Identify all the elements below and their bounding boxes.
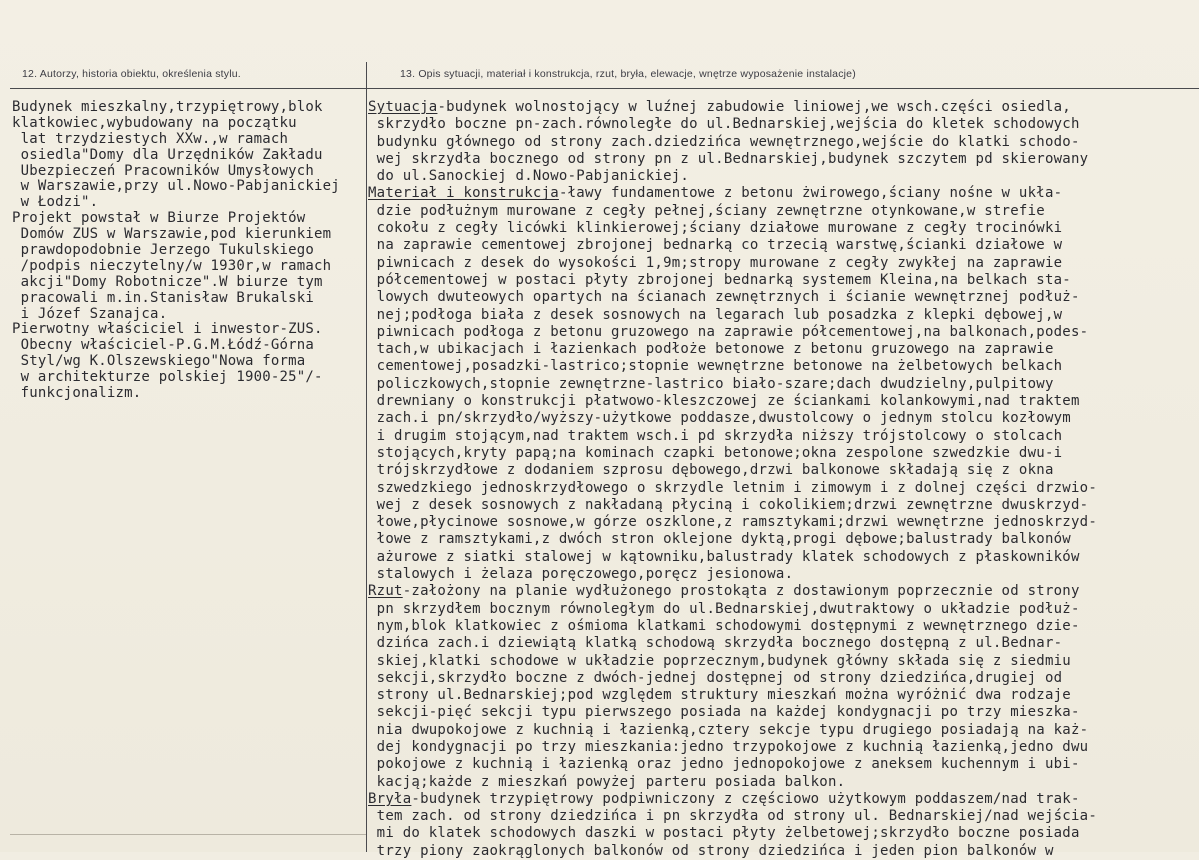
text-line: nia dwupokojowe z kuchnią i łazienką,cztery sekcje typu drugiego posiadają na każ- <box>368 721 1089 738</box>
text-line: na zaprawie cementowej zbrojonej bednarką co trzecią warstwę,ścianki działowe w <box>368 237 1063 254</box>
text-line: sekcji,skrzydło boczne z dwóch-jednej dostępnej od strony dziedzińca,drugiej od <box>368 669 1063 686</box>
text-line: funkcjonalizm. <box>12 385 142 402</box>
paper-edge-line <box>10 834 366 835</box>
text-line: dzie podłużnym murowane z cegły pełnej,ściany zewnętrzne otynkowane,w strefie <box>368 202 1045 219</box>
section-bryła <box>368 791 1196 860</box>
text-line: policzkowych,stopnie zewnętrzne-lastrico biało-szare;dach dwudzielny,pulpitowy <box>368 375 1054 392</box>
section-heading: Rzut <box>368 583 403 600</box>
text-line: pracowali m.in.Stanisław Brukalski <box>12 289 315 306</box>
section-heading: Materiał i konstrukcja <box>368 185 559 202</box>
text-line: trójskrzydłowe z dodaniem szprosu dębowego,drzwi balkonowe składają się z okna <box>368 462 1054 479</box>
text-line: cokołu z cegły licówki klinkierowej;ściany działowe murowane z cegły trocinówki <box>368 220 1063 237</box>
text-line: Pierwotny właściciel i inwestor-ZUS. <box>12 321 323 338</box>
section-first-line <box>368 791 1196 808</box>
text-line: Obecny właściciel-P.G.M.Łódź-Górna <box>12 337 315 354</box>
text-line: drewniany o konstrukcji płatwowo-kleszczowej ze ściankami kolankowymi,nad traktem <box>368 393 1080 410</box>
text-line: akcji"Domy Robotnicze".W biurze tym <box>12 273 323 290</box>
text-line: w Warszawie,przy ul.Nowo-Pabjanickiej <box>12 178 340 195</box>
section-first-line <box>368 99 1196 116</box>
text-line: nym,blok klatkowiec z ośmioma klatkami schodowymi dostępnymi z wewnętrznego dzie- <box>368 617 1080 634</box>
text-line: dej kondygnacji po trzy mieszkania:jedno trzypokojowe z kuchnią łazienką,jedno dwu <box>368 738 1089 755</box>
text-line: trzy piony zaokrąglonych balkonów od strony dziedzińca i jeden pion balkonów w <box>368 842 1054 859</box>
text-line: skrzydło boczne pn-zach.równoległe do ul.Bednarskiej,wejścia do kletek schodowych <box>368 116 1080 133</box>
text-line: pn skrzydłem bocznym równoległym do ul.Bednarskiej,dwutraktowy o układzie podłuż- <box>368 600 1080 617</box>
text-line: do ul.Sanockiej d.Nowo-Pabjanickiej. <box>368 168 690 185</box>
section-first-line-text: -budynek trzypiętrowy podpiwniczony z częściowo użytkowym poddaszem/nad trak- <box>411 790 1080 807</box>
text-line: budynku głównego od strony zach.dziedzińca wewnętrznego,wejście do klatki schodo- <box>368 133 1080 150</box>
text-line: łowe z ramsztykami,z dwóch stron oklejone dyktą,progi dębowe;balustrady balkonów <box>368 531 1071 548</box>
section-heading: Bryła <box>368 790 412 807</box>
text-line: strony ul.Bednarskiej;pod względem struktury mieszkań można wyróżnić dwa rodzaje <box>368 687 1071 704</box>
text-line: /podpis nieczytelny/w 1930r,w ramach <box>12 257 332 274</box>
horizontal-divider <box>10 88 1199 89</box>
text-line: w architekturze polskiej 1900-25"/- <box>12 369 323 386</box>
text-line: Styl/wg K.Olszewskiego"Nowa forma <box>12 353 306 370</box>
text-line: piwnicach podłoga z betonu gruzowego na zaprawie półcementowej,na balkonach,podes- <box>368 323 1089 340</box>
section-12-header: 12. Autorzy, historia obiektu, określenia stylu. <box>22 68 241 80</box>
text-line: tem zach. od strony dziedzińca i pn skrzydła od strony ul. Bednarskiej/nad wejścia- <box>368 808 1098 825</box>
text-line: klatkowiec,wybudowany na początku <box>12 114 297 131</box>
section-sytuacja <box>368 99 1196 185</box>
text-line: lat trzydziestych XXw.,w ramach <box>12 130 289 147</box>
text-line: stalowych i żelaza poręczowego,poręcz jesionowa. <box>368 566 794 583</box>
text-line: osiedla"Domy dla Urzędników Zakładu <box>12 146 323 163</box>
section-first-line-text: -ławy fundamentowe z betonu żwirowego,ściany nośne w ukła- <box>558 185 1063 202</box>
text-line: tach,w ubikacjach i łazienkach podłoże betonowe z betonu gruzowego na zaprawie <box>368 341 1054 358</box>
text-line: stojących,kryty papą;na kominach czapki betonowe;okna zespolone szwedzkie dwu-i <box>368 444 1063 461</box>
text-line: mi do klatek schodowych daszki w postaci płyty żelbetowej;skrzydło boczne posiada <box>368 825 1080 842</box>
text-line: prawdopodobnie Jerzego Tukulskiego <box>12 242 315 259</box>
text-line: Budynek mieszkalny,trzypiętrowy,blok <box>12 99 323 115</box>
description-column <box>368 99 1196 860</box>
text-line: Ubezpieczeń Pracowników Umysłowych <box>12 162 315 179</box>
text-line: Domów ZUS w Warszawie,pod kierunkiem <box>12 226 332 243</box>
text-line: Projekt powstał w Biurze Projektów <box>12 210 306 227</box>
text-line: sekcji-pięć sekcji typu pierwszego posiada na każdej kondygnacji po trzy mieszka- <box>368 704 1080 721</box>
text-line: lowych dwuteowych opartych na ścianach zewnętrznych i ścianie wewnętrznej podłuż- <box>368 289 1080 306</box>
text-line: skiej,klatki schodowe w układzie poprzecznym,budynek główny składa się z siedmiu <box>368 652 1071 669</box>
text-line: półcementowej w postaci płyty zbrojonej bednarką systemem Kleina,na belkach sta- <box>368 271 1071 288</box>
text-line: pokojowe z kuchnią i łazienką oraz jedno jednopokojowe z aneksem kuchennym i ubi- <box>368 756 1080 773</box>
text-line: i Józef Szanajca. <box>12 305 168 322</box>
text-line: w Łodzi". <box>12 194 99 211</box>
section-first-line-text: -budynek wolnostojący w luźnej zabudowie liniowej,we wsch.części osiedla, <box>437 99 1071 115</box>
section-first-line <box>368 583 1196 600</box>
text-line: nej;podłoga biała z desek sosnowych na legarach lub posadzka z klepki dębowej,w <box>368 306 1063 323</box>
text-line: kacją;każde z mieszkań powyżej parteru posiada balkon. <box>368 773 846 790</box>
section-first-line <box>368 185 1196 202</box>
text-line: zach.i pn/skrzydło/wyższy-użytkowe poddasze,dwustolcowy o jednym stolcu kozłowym <box>368 410 1071 427</box>
section-first-line-text: -założony na planie wydłużonego prostokąta z dostawionym poprzecznie od strony <box>402 583 1080 600</box>
text-line: dzińca zach.i dziewiątą klatką schodową skrzydła bocznego dostępną z ul.Bednar- <box>368 635 1063 652</box>
text-line: ażurowe z siatki stalowej w kątowniku,balustrady klatek schodowych z płaskowników <box>368 548 1080 565</box>
section-rzut <box>368 583 1196 791</box>
section-heading: Sytuacja <box>368 99 438 115</box>
text-line: wej z desek sosnowych z nakładaną płyciną i cokolikiem;drzwi zewnętrzne dwuskrzyd- <box>368 496 1089 513</box>
authors-history-style-column <box>12 99 366 401</box>
text-line: cementowej,posadzki-lastrico;stopnie wewnętrzne betonowe na żelbetowych belkach <box>368 358 1063 375</box>
section-13-header: 13. Opis sytuacji, materiał i konstrukcja, rzut, bryła, elewacje, wnętrze wyposażenie instalacje) <box>400 68 856 80</box>
text-line: szwedzkiego jednoskrzydłowego o skrzydle letnim i zimowym i z dolnej części drzwio- <box>368 479 1098 496</box>
text-line: wej skrzydła bocznego od strony pn z ul.Bednarskiej,budynek szczytem pd skierowany <box>368 150 1089 167</box>
text-line: piwnicach z desek do wysokości 1,9m;stropy murowane z cegły zwykłej na zaprawie <box>368 254 1063 271</box>
vertical-divider <box>366 62 367 852</box>
text-line: i drugim stojącym,nad traktem wsch.i pd skrzydła niższy trójstolcowy o stolcach <box>368 427 1063 444</box>
section-materiał-i-konstrukcja <box>368 185 1196 583</box>
text-line: łowe,płycinowe sosnowe,w górze oszklone,z ramsztykami;drzwi wewnętrzne jednoskrzyd- <box>368 514 1098 531</box>
